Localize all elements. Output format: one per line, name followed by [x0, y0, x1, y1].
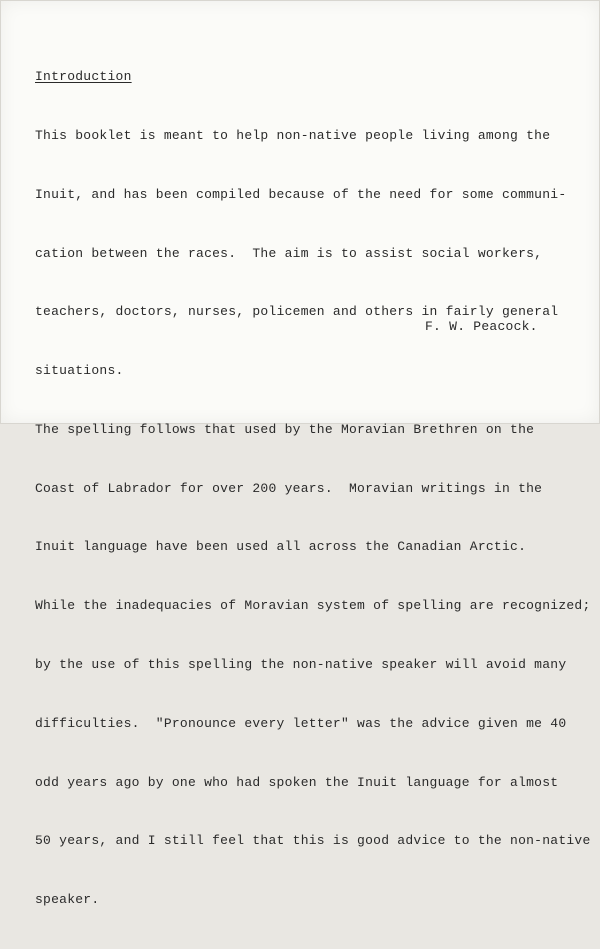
text-line: Inuit language have been used all across the Canadian Arctic. [35, 539, 527, 555]
text-line: Coast of Labrador for over 200 years. Moravian writings in the [35, 480, 543, 496]
text-line: speaker. [35, 892, 100, 908]
text-line: cation between the races. The aim is to assist social workers, [35, 245, 543, 261]
text-line: difficulties. "Pronounce every letter" was the advice given me 40 [35, 715, 567, 731]
text-line: teachers, doctors, nurses, policemen and others in fairly general [35, 304, 559, 320]
text-line: This booklet is meant to help non-native people living among the [35, 127, 551, 143]
text-line: 50 years, and I still feel that this is good advice to the non-native [35, 833, 591, 849]
body-text [35, 28, 591, 949]
text-line: Inuit, and has been compiled because of the need for some communi- [35, 186, 567, 202]
text-line: by the use of this spelling the non-native speaker will avoid many [35, 657, 567, 672]
text-line: The spelling follows that used by the Moravian Brethren on the [35, 421, 535, 437]
text-line: situations. [35, 363, 124, 379]
section-heading: Introduction [35, 69, 132, 85]
text-line: odd years ago by one who had spoken the Inuit language for almost [35, 774, 559, 790]
author-signature: F. W. Peacock. [425, 319, 538, 334]
text-line: While the inadequacies of Moravian system of spelling are recognized; [35, 598, 591, 614]
